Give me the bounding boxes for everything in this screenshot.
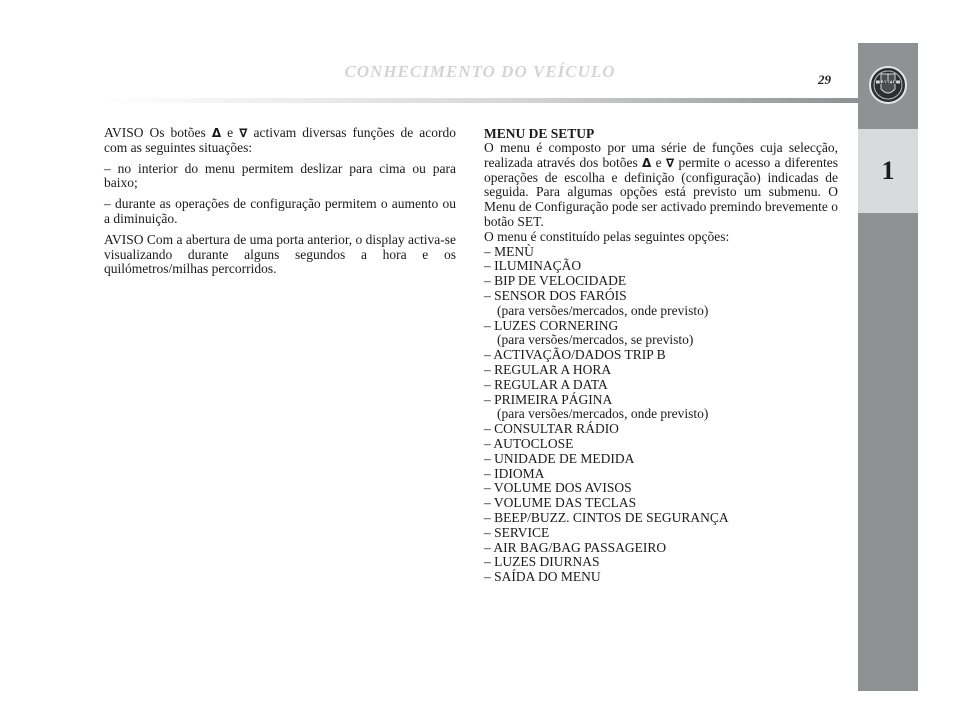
list-item <box>484 541 838 556</box>
list-item <box>484 526 838 541</box>
text-run: e <box>221 125 240 140</box>
option-label: – REGULAR A HORA <box>484 361 612 377</box>
list-item <box>484 245 838 260</box>
list-item <box>484 393 838 423</box>
page-number: 29 <box>818 72 831 87</box>
option-label: – BIP DE VELOCIDADE <box>484 273 627 289</box>
option-label: – AUTOCLOSE <box>484 435 574 451</box>
option-label: – SENSOR DOS FARÓIS <box>484 287 627 303</box>
list-item <box>484 378 838 393</box>
option-label: – PRIMEIRA PÁGINA <box>484 391 613 407</box>
section-heading: MENU DE SETUP <box>484 126 595 141</box>
list-item <box>484 422 838 437</box>
down-triangle-icon: ∇ <box>665 155 675 170</box>
option-label: – VOLUME DOS AVISOS <box>484 480 632 496</box>
list-item <box>484 511 838 526</box>
left-paragraph-3: – durante as operações de configuração permitem o aumento ou a diminuição. <box>104 196 456 226</box>
list-item <box>484 467 838 482</box>
list-item <box>484 363 838 378</box>
list-item <box>484 274 838 289</box>
list-item <box>484 481 838 496</box>
option-label: – REGULAR A DATA <box>484 376 608 392</box>
option-note: (para versões/mercados, onde previsto) <box>497 406 709 422</box>
option-label: – CONSULTAR RÁDIO <box>484 421 619 437</box>
option-label: – MENÙ <box>484 243 534 259</box>
left-paragraph-1 <box>104 126 456 156</box>
option-label: – LUZES DIURNAS <box>484 554 600 570</box>
list-item <box>484 570 838 585</box>
option-label: – BEEP/BUZZ. CINTOS DE SEGURANÇA <box>484 509 729 525</box>
option-note: (para versões/mercados, se previsto) <box>497 332 694 348</box>
brand-logo <box>858 43 918 127</box>
logo-text: LANCIA <box>879 80 897 85</box>
chapter-number: 1 <box>881 156 895 185</box>
option-label: – VOLUME DAS TECLAS <box>484 495 637 511</box>
list-item <box>484 348 838 363</box>
list-item <box>484 319 838 349</box>
option-label: – AIR BAG/BAG PASSAGEIRO <box>484 539 667 555</box>
list-item <box>484 437 838 452</box>
text-run: O menu é composto por uma série de funções cuja selecção, realizada através dos botões <box>484 140 838 170</box>
right-column <box>484 126 838 585</box>
left-paragraph-2: – no interior do menu permitem deslizar para cima ou para baixo; <box>104 160 456 191</box>
option-label: – ACTIVAÇÃO/DADOS TRIP B <box>484 347 666 363</box>
list-item <box>484 452 838 467</box>
option-label: – IDIOMA <box>484 465 545 481</box>
setup-intro <box>484 141 838 230</box>
text-run: AVISO Os botões <box>104 125 212 140</box>
text-run: permite o acesso a diferentes operações de escolha e definição (configuração) indicadas de seguida. Para algumas opções está previsto um submenu. O Menu de Configuração pode ser activado premindo brevemente o botão SET. <box>484 154 838 229</box>
up-triangle-icon: Δ <box>642 155 652 170</box>
option-label: – ILUMINAÇÃO <box>484 258 582 274</box>
list-item <box>484 555 838 570</box>
list-item <box>484 289 838 319</box>
option-label: – UNIDADE DE MEDIDA <box>484 450 635 466</box>
chapter-title: CONHECIMENTO DO VEÍCULO <box>344 62 616 81</box>
header-rule <box>104 98 858 103</box>
list-intro: O menu é constituído pelas seguintes opções: <box>484 228 730 244</box>
option-note: (para versões/mercados, onde previsto) <box>497 302 709 318</box>
option-label: – LUZES CORNERING <box>484 317 619 333</box>
left-paragraph-4: AVISO Com a abertura de uma porta anterior, o display activa-se visualizando durante alguns segundos a hora e os quilómetros/milhas percorridos. <box>104 231 456 277</box>
chapter-tab <box>858 129 918 213</box>
chapter-sidebar <box>858 43 918 691</box>
list-item <box>484 496 838 511</box>
lancia-shield-icon <box>868 65 908 105</box>
left-column <box>104 126 456 283</box>
text-run: e <box>651 154 666 170</box>
list-item <box>484 259 838 274</box>
option-label: – SERVICE <box>484 524 550 540</box>
option-label: – SAÍDA DO MENU <box>484 569 601 585</box>
up-triangle-icon: Δ <box>211 126 222 140</box>
options-list <box>484 245 838 585</box>
down-triangle-icon: ∇ <box>239 126 248 140</box>
text-run: activam diversas funções de acordo com as seguintes situações: <box>104 125 457 155</box>
